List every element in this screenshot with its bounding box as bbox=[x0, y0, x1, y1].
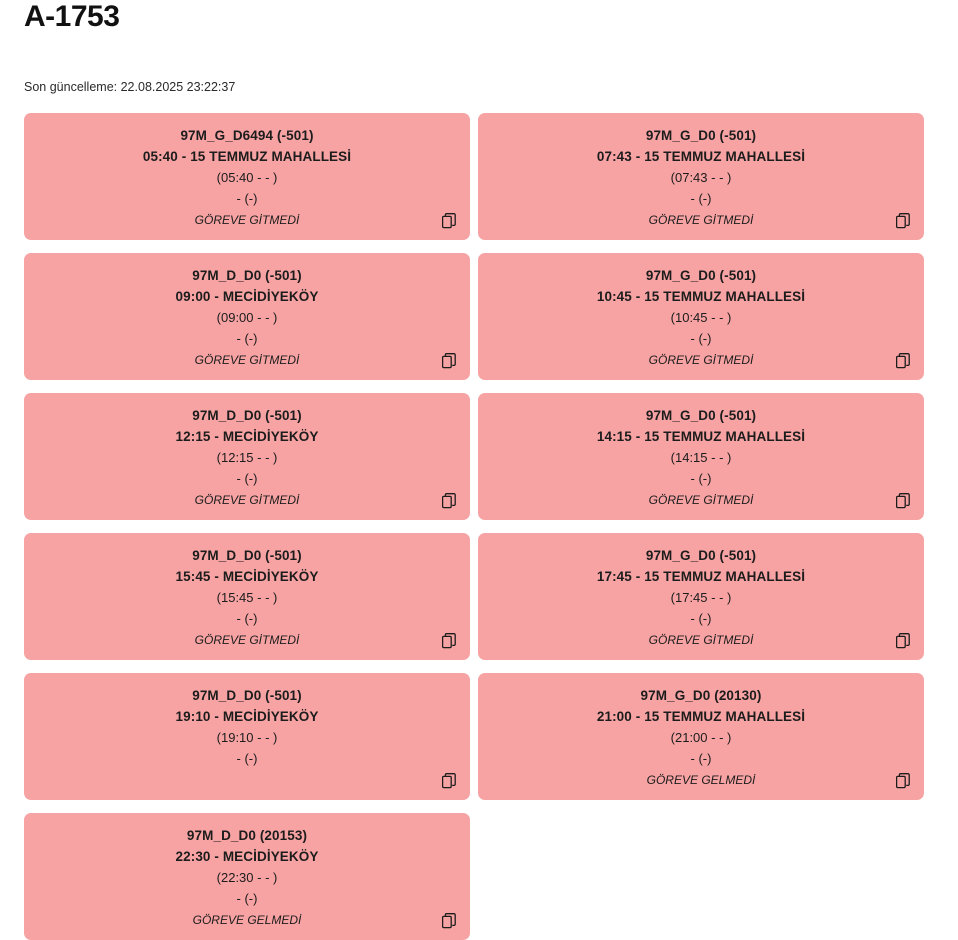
trip-route: 17:45 - 15 TEMMUZ MAHALLESİ bbox=[596, 569, 806, 584]
trip-planned-time: (09:00 - - ) bbox=[216, 310, 278, 325]
trip-status bbox=[34, 770, 460, 790]
trip-status: GÖREVE GİTMEDİ bbox=[648, 353, 754, 367]
trip-route: 12:15 - MECİDİYEKÖY bbox=[175, 429, 319, 444]
trip-status: GÖREVE GİTMEDİ bbox=[194, 213, 300, 227]
trip-card[interactable] bbox=[24, 113, 470, 240]
copy-icon[interactable] bbox=[442, 213, 456, 229]
trip-code: 97M_G_D0 (-501) bbox=[645, 128, 757, 143]
trip-status: GÖREVE GİTMEDİ bbox=[194, 493, 300, 507]
trip-status: GÖREVE GELMEDİ bbox=[192, 913, 302, 927]
trip-card[interactable] bbox=[24, 673, 470, 800]
trip-planned-time: (19:10 - - ) bbox=[216, 730, 278, 745]
copy-icon[interactable] bbox=[896, 213, 910, 229]
trip-code: 97M_G_D0 (-501) bbox=[645, 268, 757, 283]
trip-route: 09:00 - MECİDİYEKÖY bbox=[175, 289, 319, 304]
trip-code: 97M_D_D0 (-501) bbox=[192, 268, 302, 283]
trip-status: GÖREVE GİTMEDİ bbox=[648, 493, 754, 507]
last-update bbox=[24, 36, 934, 94]
trip-card[interactable] bbox=[24, 253, 470, 380]
copy-icon[interactable] bbox=[442, 633, 456, 649]
last-update-value: 22.08.2025 23:22:37 bbox=[120, 80, 236, 94]
trip-card[interactable] bbox=[478, 253, 924, 380]
trip-code: 97M_D_D0 (20153) bbox=[186, 828, 308, 843]
trip-code: 97M_G_D0 (-501) bbox=[645, 408, 757, 423]
trip-code: 97M_D_D0 (-501) bbox=[192, 688, 302, 703]
copy-icon[interactable] bbox=[442, 773, 456, 789]
trip-card[interactable] bbox=[478, 533, 924, 660]
copy-icon[interactable] bbox=[896, 493, 910, 509]
trip-card[interactable] bbox=[24, 533, 470, 660]
trip-card[interactable] bbox=[478, 393, 924, 520]
trip-status: GÖREVE GİTMEDİ bbox=[194, 633, 300, 647]
trip-actual-time: - (-) bbox=[690, 751, 712, 766]
trip-actual-time: - (-) bbox=[690, 331, 712, 346]
trip-code: 97M_G_D6494 (-501) bbox=[180, 128, 314, 143]
copy-icon[interactable] bbox=[896, 773, 910, 789]
trip-planned-time: (14:15 - - ) bbox=[670, 450, 732, 465]
trip-planned-time: (22:30 - - ) bbox=[216, 870, 278, 885]
trip-card[interactable] bbox=[478, 673, 924, 800]
trip-planned-time: (15:45 - - ) bbox=[216, 590, 278, 605]
trip-route: 15:45 - MECİDİYEKÖY bbox=[175, 569, 319, 584]
trip-status: GÖREVE GİTMEDİ bbox=[648, 213, 754, 227]
copy-icon[interactable] bbox=[896, 633, 910, 649]
trip-code: 97M_D_D0 (-501) bbox=[192, 408, 302, 423]
trip-card[interactable] bbox=[478, 113, 924, 240]
last-update-label: Son güncelleme: bbox=[24, 80, 118, 94]
copy-icon[interactable] bbox=[442, 353, 456, 369]
trip-route: 10:45 - 15 TEMMUZ MAHALLESİ bbox=[596, 289, 806, 304]
trip-planned-time: (05:40 - - ) bbox=[216, 170, 278, 185]
trip-route: 22:30 - MECİDİYEKÖY bbox=[175, 849, 319, 864]
trip-status: GÖREVE GELMEDİ bbox=[646, 773, 756, 787]
copy-icon[interactable] bbox=[896, 353, 910, 369]
trip-actual-time: - (-) bbox=[690, 611, 712, 626]
trip-code: 97M_G_D0 (20130) bbox=[640, 688, 762, 703]
trip-actual-time: - (-) bbox=[236, 751, 258, 766]
trip-route: 14:15 - 15 TEMMUZ MAHALLESİ bbox=[596, 429, 806, 444]
page-title: A-1753 bbox=[24, 0, 120, 33]
trip-planned-time: (21:00 - - ) bbox=[670, 730, 732, 745]
trip-planned-time: (07:43 - - ) bbox=[670, 170, 732, 185]
trip-planned-time: (10:45 - - ) bbox=[670, 310, 732, 325]
trip-route: 07:43 - 15 TEMMUZ MAHALLESİ bbox=[596, 149, 806, 164]
trip-planned-time: (12:15 - - ) bbox=[216, 450, 278, 465]
copy-icon[interactable] bbox=[442, 913, 456, 929]
trip-card[interactable] bbox=[24, 813, 470, 940]
copy-icon[interactable] bbox=[442, 493, 456, 509]
trip-route: 19:10 - MECİDİYEKÖY bbox=[175, 709, 319, 724]
trip-actual-time: - (-) bbox=[236, 891, 258, 906]
trip-actual-time: - (-) bbox=[236, 331, 258, 346]
trip-route: 05:40 - 15 TEMMUZ MAHALLESİ bbox=[142, 149, 352, 164]
trip-code: 97M_G_D0 (-501) bbox=[645, 548, 757, 563]
trip-actual-time: - (-) bbox=[236, 191, 258, 206]
trip-actual-time: - (-) bbox=[690, 191, 712, 206]
trip-actual-time: - (-) bbox=[236, 611, 258, 626]
trip-status: GÖREVE GİTMEDİ bbox=[648, 633, 754, 647]
trip-card-grid bbox=[24, 113, 934, 940]
trip-card[interactable] bbox=[24, 393, 470, 520]
trip-actual-time: - (-) bbox=[236, 471, 258, 486]
trip-route: 21:00 - 15 TEMMUZ MAHALLESİ bbox=[596, 709, 806, 724]
trip-actual-time: - (-) bbox=[690, 471, 712, 486]
trip-planned-time: (17:45 - - ) bbox=[670, 590, 732, 605]
trip-status: GÖREVE GİTMEDİ bbox=[194, 353, 300, 367]
trip-code: 97M_D_D0 (-501) bbox=[192, 548, 302, 563]
